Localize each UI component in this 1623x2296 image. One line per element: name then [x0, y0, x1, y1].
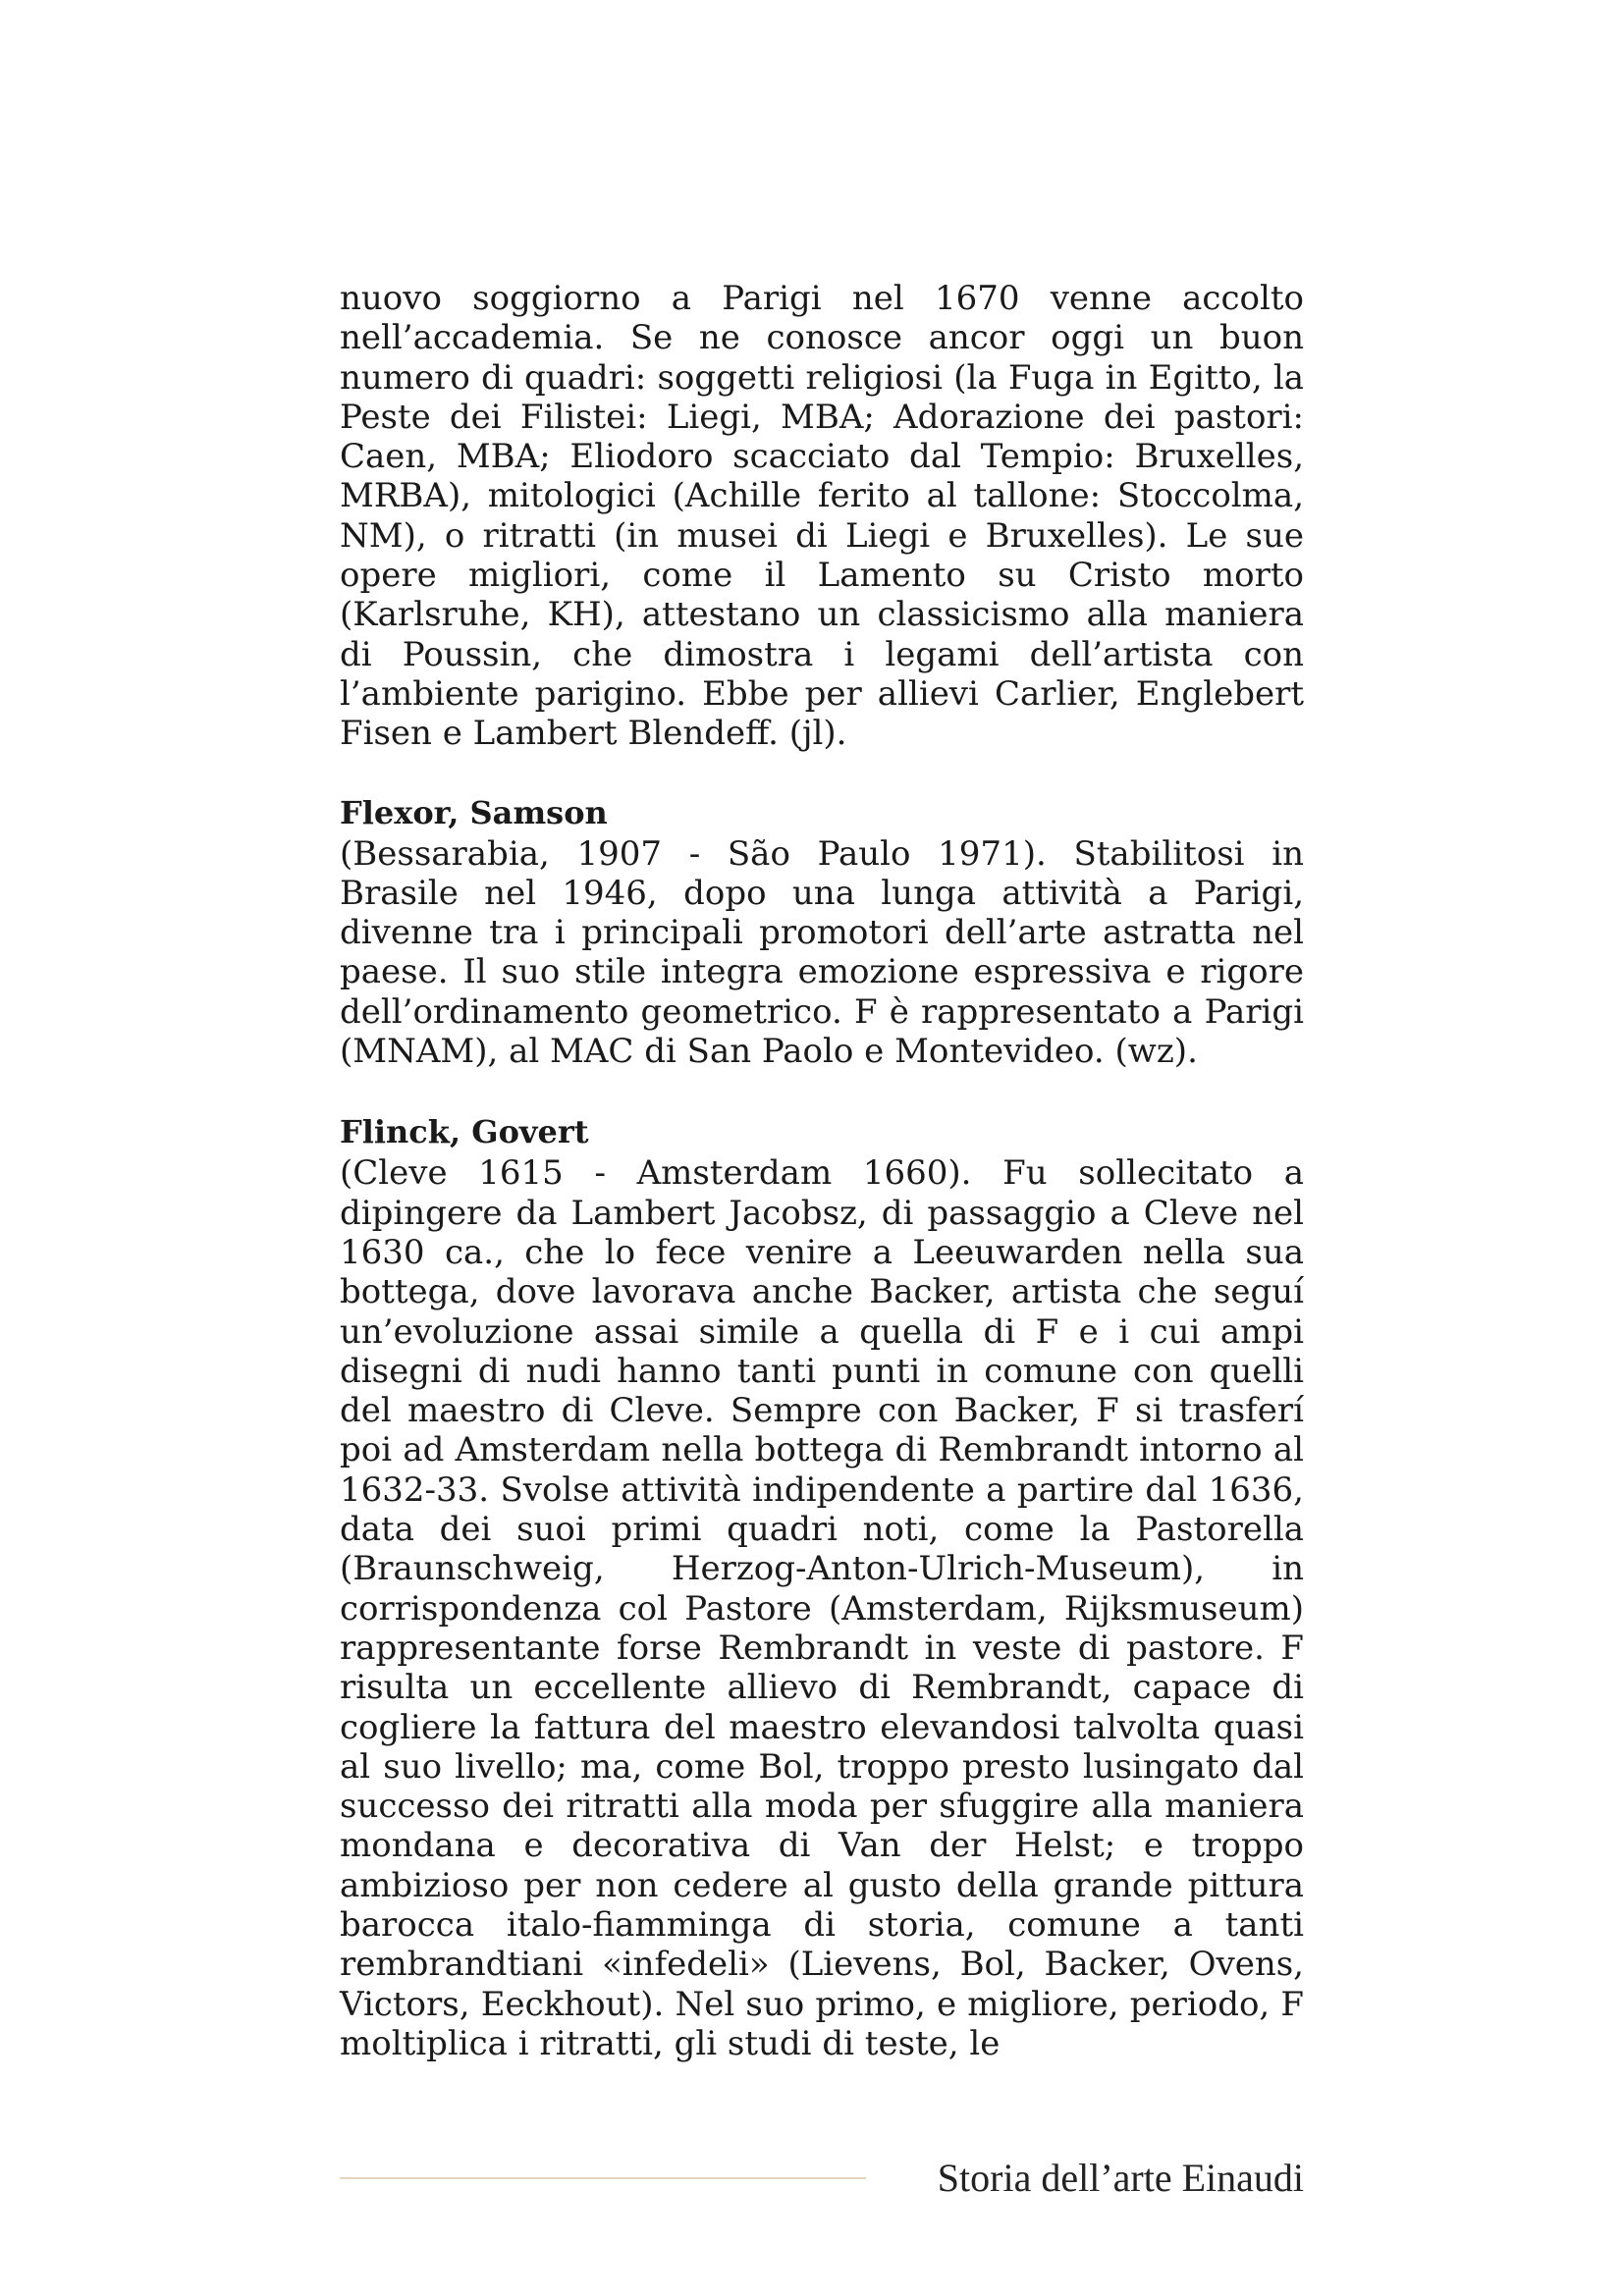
- text-column: [340, 279, 1304, 2063]
- footer-rule: [340, 2177, 866, 2179]
- footer-publisher: Storia dell’arte Einaudi: [937, 2156, 1304, 2200]
- entry-text-flinck: (Cleve 1615 - Amsterdam 1660). Fu sollecitato a dipingere da Lambert Jacobsz, di passaggio a Cleve nel 1630 ca., che lo fece venire a Leeuwarden nella sua bottega, dove lavorava anche Backer, artista che seguí un’evoluzione assai simile a quella di F e i cui ampi disegni di nudi hanno tanti punti in comune con quelli del maestro di Cleve. Sempre con Backer, F si trasferí poi ad Amsterdam nella bottega di Rembrandt intorno al 1632-33. Svolse attività indipendente a partire dal 1636, data dei suoi primi quadri noti, come la Pastorella (Braunschweig, Herzog-Anton-Ulrich-Museum), in corrispondenza col Pastore (Amsterdam, Rijksmuseum) rappresentante forse Rembrandt in veste di pastore. F risulta un eccellente allievo di Rembrandt, capace di cogliere la fattura del maestro elevandosi talvolta quasi al suo livello; ma, come Bol, troppo presto lusingato dal successo dei ritratti alla moda per sfuggire alla maniera mondana e decorativa di Van der Helst; e troppo ambizioso per non cedere al gusto della grande pittura barocca italo-fiamminga di storia, comune a tanti rembrandtiani «infedeli» (Lievens, Bol, Backer, Ovens, Victors, Eeckhout). Nel suo primo, e migliore, periodo, F moltiplica i ritratti, gli studi di teste, le: [340, 1153, 1304, 2063]
- entry-heading-flinck: Flinck, Govert: [340, 1113, 589, 1151]
- entry-heading-flexor: Flexor, Samson: [340, 793, 608, 831]
- entry-text-flexor: (Bessarabia, 1907 - São Paulo 1971). Stabilitosi in Brasile nel 1946, dopo una lunga attività a Parigi, divenne tra i principali promotori dell’arte astratta nel paese. Il suo stile integra emozione espressiva e rigore dell’ordinamento geometrico. F è rappresentato a Parigi (MNAM), al MAC di San Paolo e Montevideo. (wz).: [340, 833, 1304, 1072]
- entry-text-flemalle-continued: nuovo soggiorno a Parigi nel 1670 venne accolto nell’accademia. Se ne conosce ancor oggi un buon numero di quadri: soggetti religiosi (la Fuga in Egitto, la Peste dei Filistei: Liegi, MBA; Adorazione dei pastori: Caen, MBA; Eliodoro scacciato dal Tempio: Bruxelles, MRBA), mitologici (Achille ferito al tallone: Stoccolma, NM), o ritratti (in musei di Liegi e Bruxelles). Le sue opere migliori, come il Lamento su Cristo morto (Karlsruhe, KH), attestano un classicismo alla maniera di Poussin, che dimostra i legami dell’artista con l’ambiente parigino. Ebbe per allievi Carlier, Englebert Fisen e Lambert Blendeff. (jl).: [340, 279, 1304, 754]
